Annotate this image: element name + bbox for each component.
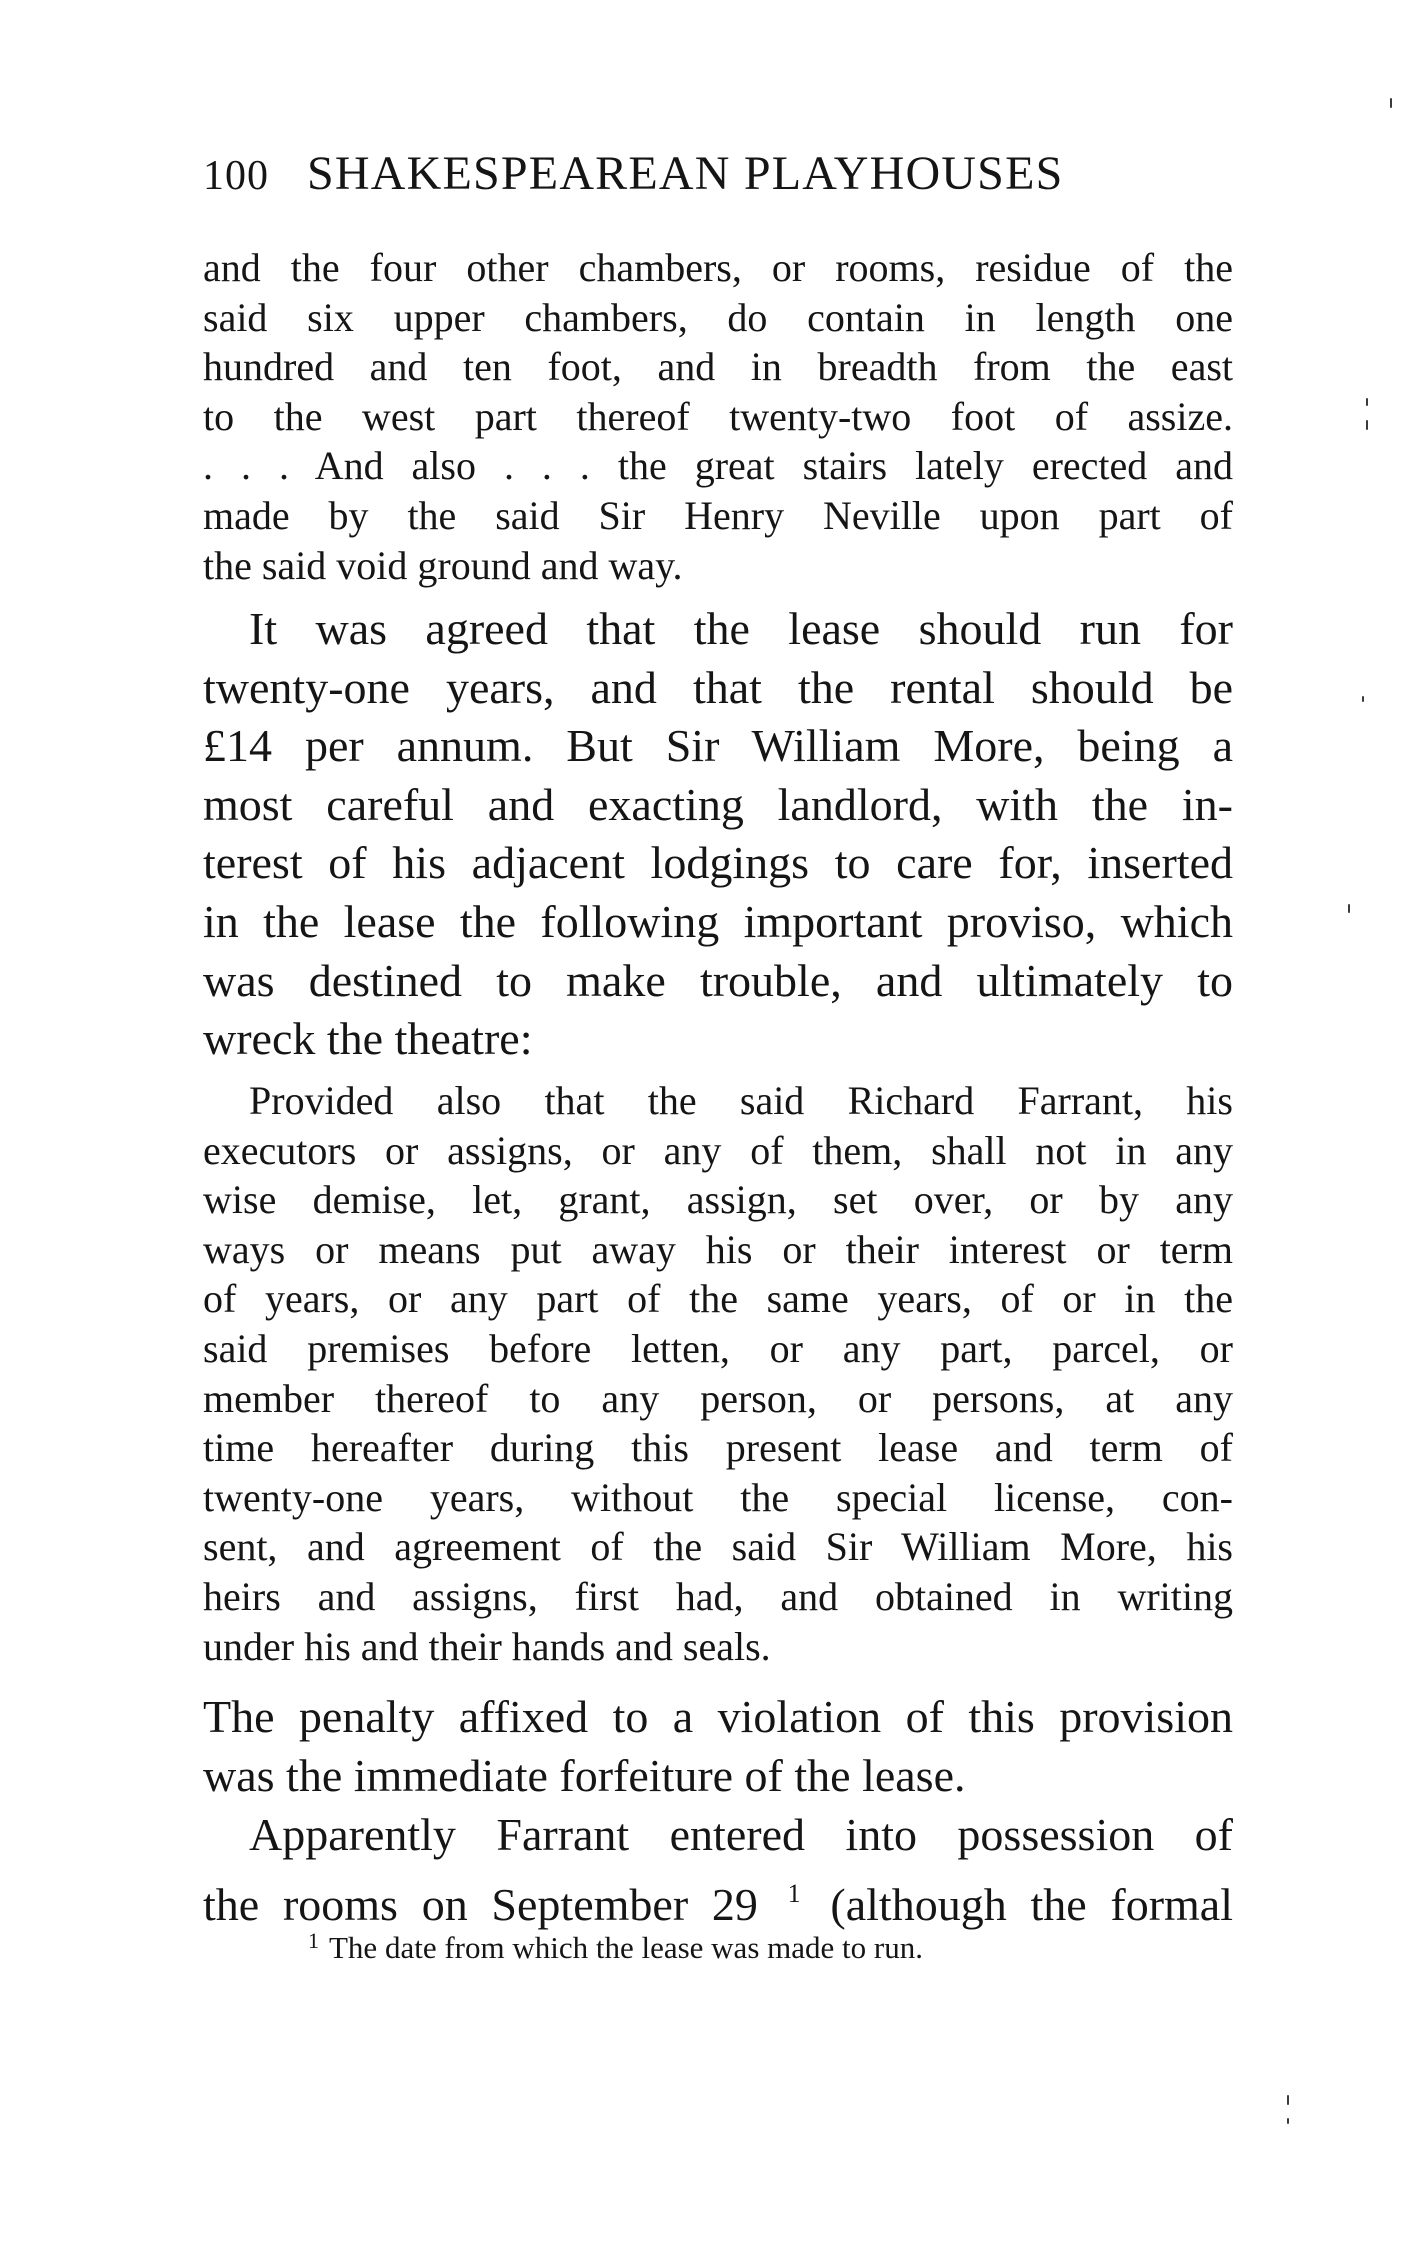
page-number: 100	[203, 153, 269, 199]
paragraph-possession	[203, 1806, 1234, 1930]
quote-line: ways or means put away his or their interest or term	[203, 1226, 1233, 1272]
scan-speck	[1362, 696, 1364, 702]
scan-speck	[1366, 398, 1368, 406]
block-quote-lease-description	[203, 243, 1233, 590]
scan-speck	[1390, 98, 1392, 108]
running-head-title: SHAKESPEAREAN PLAYHOUSES	[307, 147, 1064, 200]
paragraph-line: was destined to make trouble, and ultimately to	[203, 954, 1233, 1006]
quote-line: said premises before letten, or any part, parcel, or	[203, 1325, 1233, 1371]
footnote-text: The date from which the lease was made to run.	[329, 1930, 923, 1965]
paragraph-line	[203, 1865, 1234, 1930]
paragraph-line: most careful and exacting landlord, with the in-	[203, 778, 1233, 830]
scan-speck	[1287, 2118, 1289, 2124]
quote-line: wise demise, let, grant, assign, set over, or by any	[203, 1177, 1233, 1223]
quote-line: to the west part thereof twenty-two foot of assize.	[203, 393, 1233, 439]
quote-line: of years, or any part of the same years, of or in the	[203, 1276, 1233, 1322]
footnote	[308, 1921, 923, 1968]
paragraph-line: terest of his adjacent lodgings to care for, inserted	[203, 837, 1233, 889]
quote-line: twenty-one years, without the special license, con-	[203, 1474, 1233, 1520]
paragraph-line: was the immediate forfeiture of the lease.	[203, 1749, 966, 1801]
quote-line: executors or assigns, or any of them, shall not in any	[203, 1127, 1233, 1173]
paragraph-line: twenty-one years, and that the rental should be	[203, 661, 1233, 713]
quote-line: made by the said Sir Henry Neville upon part of	[203, 492, 1233, 538]
paragraph-penalty	[203, 1688, 1233, 1805]
footnote-marker: 1	[308, 1928, 319, 1953]
quote-line: Provided also that the said Richard Farrant, his	[249, 1078, 1233, 1123]
quote-line: heirs and assigns, first had, and obtained in writing	[203, 1573, 1233, 1619]
paragraph-line: It was agreed that the lease should run for	[249, 603, 1233, 654]
paragraph-line: wreck the theatre:	[203, 1013, 533, 1065]
quote-line: said six upper chambers, do contain in length one	[203, 294, 1233, 340]
paragraph-line: Apparently Farrant entered into possession of	[249, 1809, 1233, 1860]
scan-speck	[1366, 420, 1368, 430]
quote-line: hundred and ten foot, and in breadth from the east	[203, 344, 1233, 390]
paragraph-line: £14 per annum. But Sir William More, being a	[203, 720, 1233, 772]
paragraph-line: The penalty affixed to a violation of this provision	[203, 1691, 1233, 1742]
line-text: the rooms on September 29	[203, 1878, 758, 1930]
quote-line: and the four other chambers, or rooms, residue of the	[203, 245, 1233, 290]
paragraph-lease-terms	[203, 600, 1233, 1069]
paragraph-line: in the lease the following important proviso, which	[203, 895, 1233, 947]
quote-line: the said void ground and way.	[203, 542, 683, 588]
quote-line: member thereof to any person, or persons, at any	[203, 1375, 1233, 1421]
quote-line: sent, and agreement of the said Sir William More, his	[203, 1524, 1233, 1570]
scan-speck	[1348, 904, 1350, 913]
footnote-reference: 1	[787, 1878, 801, 1908]
quote-line: under his and their hands and seals.	[203, 1623, 771, 1669]
line-text: (although the formal	[830, 1878, 1234, 1930]
scan-speck	[1287, 2095, 1289, 2105]
quote-line: time hereafter during this present lease and term of	[203, 1425, 1233, 1471]
quote-line: . . . And also . . . the great stairs lately erected and	[203, 443, 1233, 489]
running-head	[203, 146, 1233, 202]
block-quote-proviso	[203, 1076, 1233, 1671]
